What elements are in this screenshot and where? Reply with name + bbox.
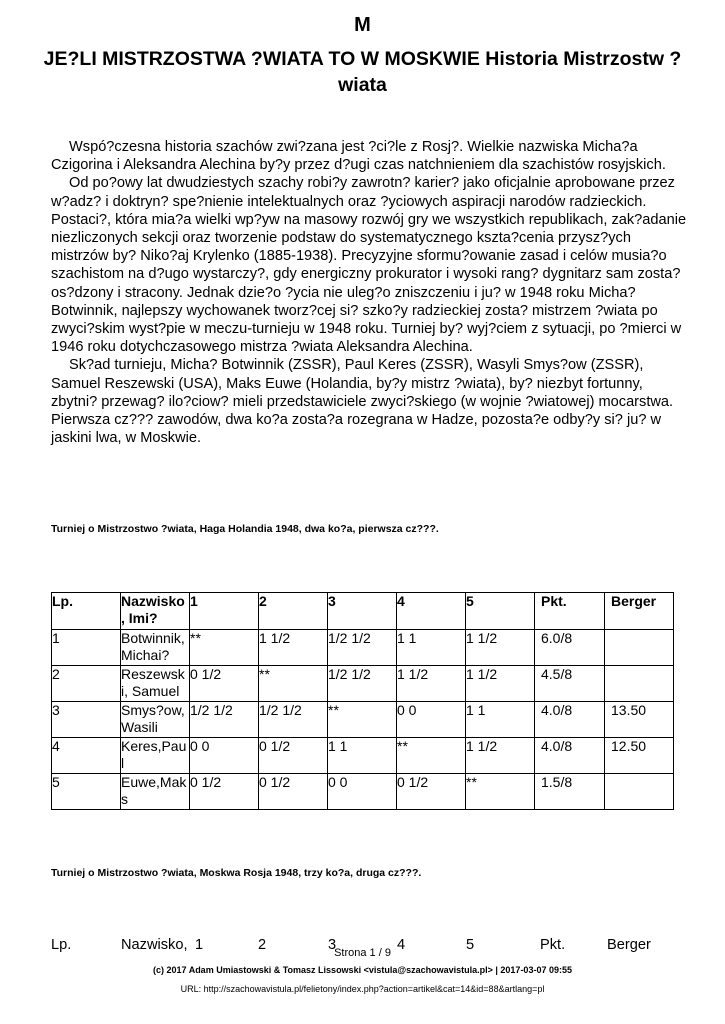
table-cell: 4.0/8 <box>535 738 605 774</box>
table-cell <box>605 774 674 810</box>
header-cell: 3 <box>328 593 397 630</box>
table-cell: 0 0 <box>190 738 259 774</box>
table-row <box>52 666 674 702</box>
footer-url: URL: http://szachowavistula.pl/felietony/index.php?action=artikel&cat=14&id=88&artlang=pl <box>180 984 545 994</box>
article-body <box>51 138 691 447</box>
table-cell: 1/2 1/2 <box>328 630 397 666</box>
page-number: Strona 1 / 9 <box>334 947 391 959</box>
table-row <box>52 774 674 810</box>
header-cell: 5 <box>466 593 535 630</box>
header-cell: Berger <box>605 593 674 630</box>
table-cell: 1 1 <box>466 702 535 738</box>
table-cell: 6.0/8 <box>535 630 605 666</box>
table-cell: 0 0 <box>397 702 466 738</box>
table-cell: Reszewski, Samuel <box>121 666 190 702</box>
header-cell: 2 <box>258 937 267 953</box>
table-cell: 1 1/2 <box>259 630 328 666</box>
table-cell <box>605 630 674 666</box>
table-row <box>52 630 674 666</box>
results-table-haga <box>51 592 674 810</box>
table-cell: 0 1/2 <box>190 666 259 702</box>
table-cell: ** <box>190 630 259 666</box>
table-cell: 1 <box>52 630 121 666</box>
table-cell: 4 <box>52 738 121 774</box>
header-cell: Nazwisko, <box>121 937 188 953</box>
table-cell: 0 1/2 <box>259 738 328 774</box>
table-cell: 1 1/2 <box>466 666 535 702</box>
table-cell: 4.0/8 <box>535 702 605 738</box>
table-row <box>52 702 674 738</box>
table-cell: 1 1/2 <box>397 666 466 702</box>
table-cell: 1/2 1/2 <box>328 666 397 702</box>
table-cell <box>605 666 674 702</box>
header-cell: Pkt. <box>540 937 566 953</box>
header-cell: 3 <box>328 937 337 953</box>
table-cell: 0 1/2 <box>190 774 259 810</box>
table-cell: 13.50 <box>605 702 674 738</box>
table-cell: ** <box>466 774 535 810</box>
table-cell: ** <box>259 666 328 702</box>
table-cell: 0 1/2 <box>259 774 328 810</box>
header-cell: 2 <box>259 593 328 630</box>
table-cell: 2 <box>52 666 121 702</box>
paragraph: Wspó?czesna historia szachów zwi?zana jest ?ci?le z Rosj?. Wielkie nazwiska Micha?a Czigorina i Aleksandra Alechina by?y przez d?ugi czas natchnieniem dla szachistów rosyjskich. <box>51 139 666 174</box>
header-cell: 1 <box>190 593 259 630</box>
footer-credit: (c) 2017 Adam Umiastowski & Tomasz Lissowski <vistula@szachowavistula.pl> | 2017-03-07 09:55 <box>153 965 572 975</box>
header-cell: Nazwisko , Imi? <box>121 593 190 630</box>
table-cell: 1 1 <box>328 738 397 774</box>
table-cell: Botwinnik, Michai? <box>121 630 190 666</box>
paragraph: Od po?owy lat dwudziestych szachy robi?y zawrotn? karier? jako oficjalnie aprobowane przez w?adz? i doktryn? spe?nienie intelektualnych oraz ?yciowych aspiracji narodów radzieckich. Postaci?, która mia?a wielki wp?yw na masowy rozwój gry we wszystkich republikach, zak?adanie niezliczonych sekcji oraz tworzenie podstaw do systematycznego kszta?cenia przysz?ych mistrzów by? Niko?aj Krylenko (1885-1938). Precyzyjne sformu?owanie zasad i celów musia?o szachistom na d?ugo wystarczy?, gdy energiczny prokurator i wysoki rang? dygnitarz sam zosta? os?dzony i stracony. Jednak dzie?o ?ycia nie uleg?o zniszczeniu i ju? w 1948 roku Micha? Botwinnik, najlepszy wychowanek tworz?cej si? szko?y radzieckiej zosta? mistrzem ?wiata po zwyci?skim wyst?pie w meczu-turnieju w 1948 roku. Turniej by? wyj?ciem z sytuacji, po ?mierci w 1946 roku dotychczasowego mistrza ?wiata Aleksandra Alechina. <box>51 175 687 356</box>
header-letter: M <box>354 14 371 36</box>
table-cell: 1 1/2 <box>466 630 535 666</box>
table-cell: 5 <box>52 774 121 810</box>
header-cell: Lp. <box>52 593 121 630</box>
table-cell: Keres,Paul <box>121 738 190 774</box>
header-cell: Pkt. <box>535 593 605 630</box>
table-cell: 12.50 <box>605 738 674 774</box>
header-cell: 5 <box>466 937 475 953</box>
table-cell: 0 0 <box>328 774 397 810</box>
table-cell: 0 1/2 <box>397 774 466 810</box>
table-cell: ** <box>328 702 397 738</box>
table-cell: 1/2 1/2 <box>259 702 328 738</box>
header-cell: 4 <box>397 937 406 953</box>
header-cell: Lp. <box>51 937 72 953</box>
header-cell: Berger <box>607 937 651 953</box>
table-row <box>52 738 674 774</box>
table-cell: 1 1 <box>397 630 466 666</box>
page-title: JE?LI MISTRZOSTWA ?WIATA TO W MOSKWIE Historia Mistrzostw ?wiata <box>43 48 682 96</box>
header-cell: 1 <box>195 937 204 953</box>
table-cell: Smys?ow, Wasili <box>121 702 190 738</box>
table-cell: Euwe,Maks <box>121 774 190 810</box>
paragraph: Sk?ad turnieju, Micha? Botwinnik (ZSSR), Paul Keres (ZSSR), Wasyli Smys?ow (ZSSR), Samuel Reszewski (USA), Maks Euwe (Holandia, by?y mistrz ?wiata), by? niezbyt fortunny, zbytni? przewag? ilo?ciow? mieli przedstawiciele zwyci?skiego (w wojnie ?wiatowej) mocarstwa. Pierwsza cz??? zawodów, dwa ko?a zosta?a rozegrana w Hadze, pozosta?e odby?y si? ju? w jaskini lwa, w Moskwie. <box>51 357 674 447</box>
table-cell: ** <box>397 738 466 774</box>
table-cell: 3 <box>52 702 121 738</box>
table-cell: 1 1/2 <box>466 738 535 774</box>
table-cell: 1/2 1/2 <box>190 702 259 738</box>
table1-caption: Turniej o Mistrzostwo ?wiata, Haga Holandia 1948, dwa ko?a, pierwsza cz???. <box>51 523 439 535</box>
table-cell: 1.5/8 <box>535 774 605 810</box>
table-header-row <box>52 593 674 630</box>
table-cell: 4.5/8 <box>535 666 605 702</box>
table2-caption: Turniej o Mistrzostwo ?wiata, Moskwa Rosja 1948, trzy ko?a, druga cz???. <box>51 867 422 879</box>
header-cell: 4 <box>397 593 466 630</box>
